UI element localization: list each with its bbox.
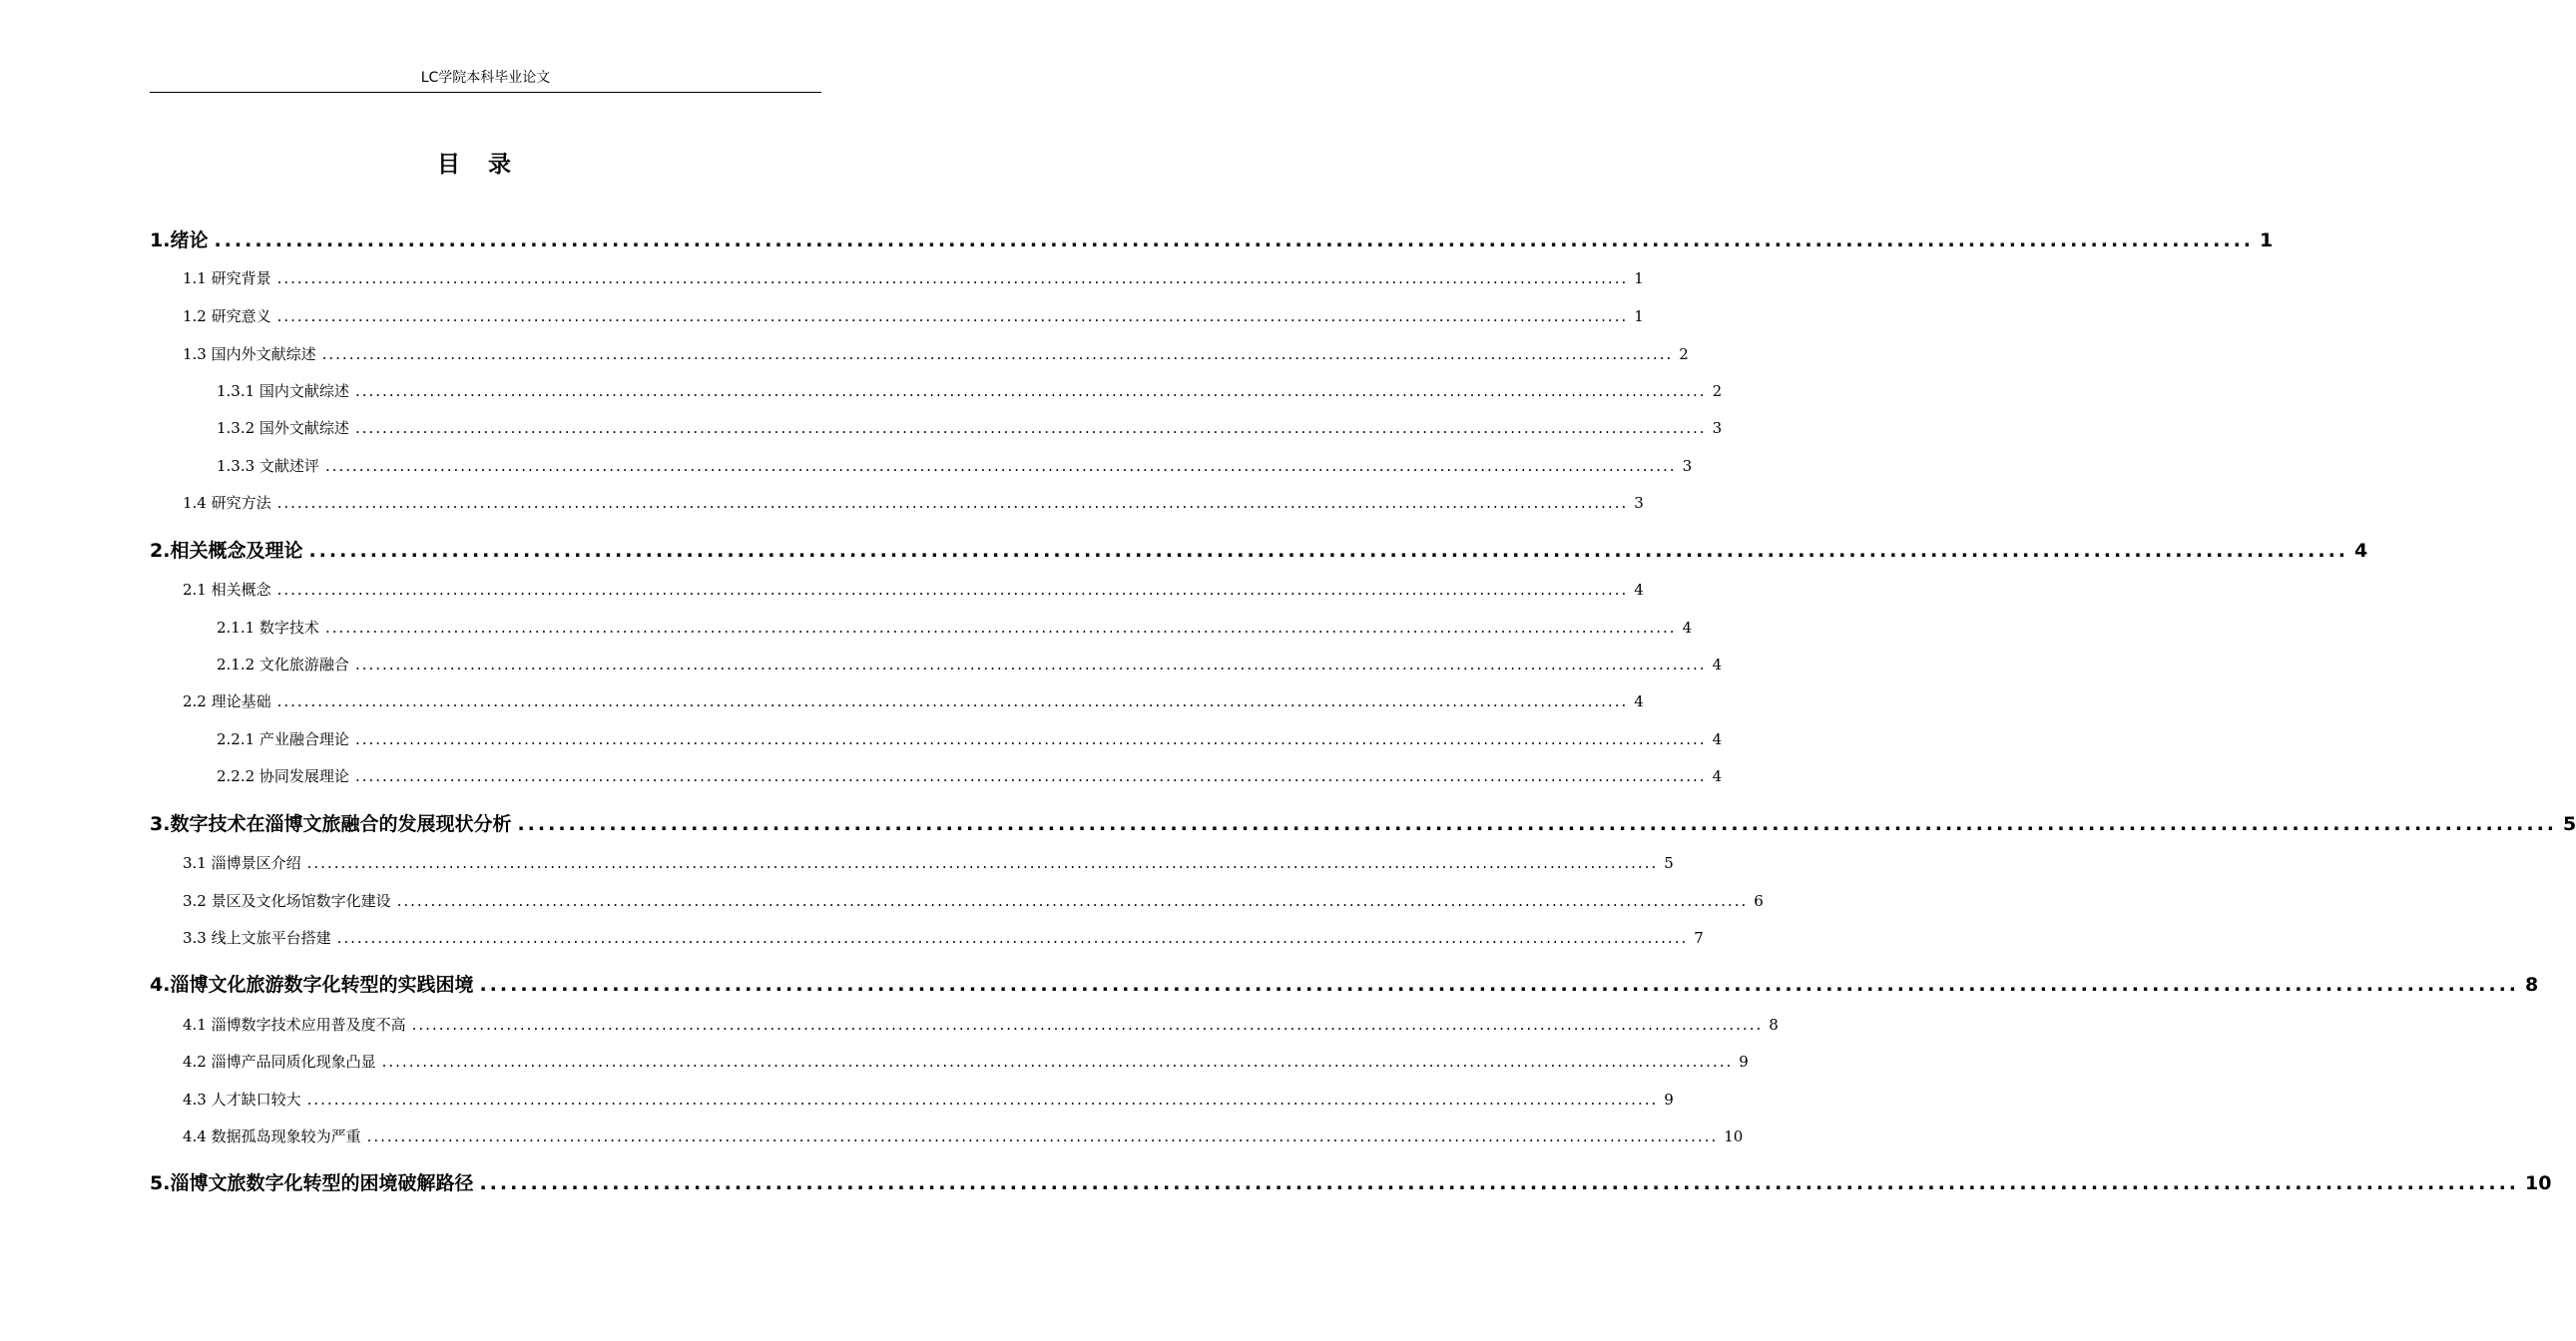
- toc-entry-level-3[interactable]: [217, 417, 1723, 438]
- toc-entry-label: 1.3.2 国外文献综述: [217, 419, 349, 437]
- page-title: 目录: [437, 152, 539, 178]
- toc-leader-dots: ........................................................................................................................................................................................................: [276, 581, 1629, 599]
- toc-entry-label: 4.2 淄博产品同质化现象凸显: [183, 1053, 376, 1071]
- toc-entry-page-number: 2: [1712, 382, 1723, 400]
- toc-entry-level-2[interactable]: [183, 1014, 1779, 1035]
- toc-entry-page-number: 4: [1634, 692, 1644, 710]
- toc-entry-page-number: 9: [1664, 1091, 1674, 1109]
- toc-entry-label: 2.2.1 产业融合理论: [217, 730, 349, 748]
- toc-entry-label: 1.3.3 文献述评: [217, 457, 319, 475]
- toc-leader-dots: ........................................................................................................................................................................................................: [479, 974, 2520, 996]
- toc-leader-dots: ........................................................................................................................................................................................................: [366, 1127, 1719, 1145]
- toc-entry-label: 2.2.2 协同发展理论: [217, 767, 349, 785]
- toc-leader-dots: ........................................................................................................................................................................................................: [517, 813, 2558, 835]
- toc-entry-label: 1.3 国内外文献综述: [183, 345, 316, 363]
- toc-entry-label: 3.数字技术在淄博文旅融合的发展现状分析: [150, 813, 512, 835]
- toc-entry-level-2[interactable]: [183, 1089, 1674, 1110]
- toc-entry-page-number: 1: [1634, 307, 1644, 325]
- toc-leader-dots: ........................................................................................................................................................................................................: [324, 619, 1677, 637]
- toc-entry-page-number: 6: [1754, 892, 1764, 910]
- toc-entry-page-number: 3: [1634, 494, 1644, 512]
- toc-entry-label: 4.4 数据孤岛现象较为严重: [183, 1127, 361, 1145]
- toc-entry-page-number: 2: [1679, 345, 1689, 363]
- toc-entry-level-2[interactable]: [183, 1051, 1749, 1072]
- toc-entry-label: 2.1 相关概念: [183, 581, 271, 599]
- toc-entry-page-number: 5: [2563, 813, 2576, 835]
- toc-leader-dots: ........................................................................................................................................................................................................: [336, 929, 1689, 947]
- toc-entry-label: 4.淄博文化旅游数字化转型的实践困境: [150, 974, 474, 996]
- toc-entry-page-number: 10: [1724, 1127, 1744, 1145]
- toc-entry-page-number: 4: [1712, 656, 1723, 673]
- toc-entry-label: 2.1.1 数字技术: [217, 619, 319, 637]
- toc-entry-level-2[interactable]: [183, 343, 1689, 364]
- toc-entry-page-number: 3: [1712, 419, 1723, 437]
- toc-entry-label: 2.相关概念及理论: [150, 540, 303, 562]
- toc-entry-page-number: 1: [2260, 229, 2274, 251]
- toc-entry-level-1[interactable]: [150, 970, 2539, 997]
- toc-entry-level-1[interactable]: [150, 809, 2576, 836]
- toc-entry-label: 4.1 淄博数字技术应用普及度不高: [183, 1016, 406, 1034]
- toc-entry-page-number: 8: [1769, 1016, 1779, 1034]
- toc-entry-level-3[interactable]: [217, 617, 1693, 638]
- toc-entry-page-number: 8: [2525, 974, 2539, 996]
- toc-leader-dots: ........................................................................................................................................................................................................: [381, 1053, 1734, 1071]
- toc-leader-dots: ........................................................................................................................................................................................................: [354, 767, 1707, 785]
- toc-leader-dots: ........................................................................................................................................................................................................: [396, 892, 1749, 910]
- toc-leader-dots: ........................................................................................................................................................................................................: [308, 540, 2349, 562]
- toc-entry-level-1[interactable]: [150, 1168, 2552, 1195]
- toc-leader-dots: ........................................................................................................................................................................................................: [321, 345, 1674, 363]
- toc-entry-page-number: 4: [1712, 767, 1723, 785]
- toc-entry-label: 1.1 研究背景: [183, 269, 271, 287]
- toc-leader-dots: ........................................................................................................................................................................................................: [276, 494, 1629, 512]
- toc-leader-dots: ........................................................................................................................................................................................................: [411, 1016, 1764, 1034]
- toc-entry-page-number: 10: [2525, 1172, 2552, 1194]
- page-header: LC学院本科毕业论文: [150, 64, 821, 93]
- toc-entry-level-1[interactable]: [150, 225, 2274, 252]
- toc-leader-dots: ........................................................................................................................................................................................................: [354, 419, 1707, 437]
- toc-entry-page-number: 9: [1739, 1053, 1749, 1071]
- toc-leader-dots: ........................................................................................................................................................................................................: [306, 854, 1659, 872]
- toc-entry-label: 1.4 研究方法: [183, 494, 271, 512]
- toc-entry-label: 2.2 理论基础: [183, 692, 271, 710]
- toc-leader-dots: ........................................................................................................................................................................................................: [276, 307, 1629, 325]
- toc-entry-label: 5.淄博文旅数字化转型的困境破解路径: [150, 1172, 474, 1194]
- toc-entry-label: 1.2 研究意义: [183, 307, 271, 325]
- toc-entry-level-2[interactable]: [183, 492, 1644, 513]
- toc-entry-level-1[interactable]: [150, 536, 2368, 563]
- toc-entry-level-2[interactable]: [183, 1125, 1744, 1146]
- toc-entry-label: 4.3 人才缺口较大: [183, 1091, 301, 1109]
- toc-entry-level-3[interactable]: [217, 455, 1693, 476]
- toc-leader-dots: ........................................................................................................................................................................................................: [354, 730, 1707, 748]
- toc-entry-level-2[interactable]: [183, 852, 1674, 873]
- toc-entry-label: 3.1 淄博景区介绍: [183, 854, 301, 872]
- toc-leader-dots: ........................................................................................................................................................................................................: [276, 692, 1629, 710]
- toc-entry-level-3[interactable]: [217, 728, 1723, 749]
- toc-entry-label: 1.3.1 国内文献综述: [217, 382, 349, 400]
- toc-entry-level-3[interactable]: [217, 654, 1723, 674]
- toc-entry-page-number: 7: [1694, 929, 1704, 947]
- toc-leader-dots: ........................................................................................................................................................................................................: [324, 457, 1677, 475]
- toc-leader-dots: ........................................................................................................................................................................................................: [354, 382, 1707, 400]
- toc-leader-dots: ........................................................................................................................................................................................................: [306, 1091, 1659, 1109]
- toc-entry-level-2[interactable]: [183, 927, 1704, 948]
- toc-entry-page-number: 5: [1664, 854, 1674, 872]
- toc-entry-label: 3.3 线上文旅平台搭建: [183, 929, 331, 947]
- toc-entry-level-2[interactable]: [183, 305, 1644, 326]
- toc-entry-level-2[interactable]: [183, 267, 1644, 288]
- toc-entry-page-number: 3: [1682, 457, 1693, 475]
- toc-entry-page-number: 4: [1712, 730, 1723, 748]
- toc-entry-page-number: 1: [1634, 269, 1644, 287]
- toc-leader-dots: ........................................................................................................................................................................................................: [214, 229, 2255, 251]
- toc-entry-page-number: 4: [1682, 619, 1693, 637]
- toc-entry-label: 3.2 景区及文化场馆数字化建设: [183, 892, 391, 910]
- toc-leader-dots: ........................................................................................................................................................................................................: [276, 269, 1629, 287]
- toc-entry-level-2[interactable]: [183, 690, 1644, 711]
- toc-entry-level-2[interactable]: [183, 890, 1764, 911]
- toc-leader-dots: ........................................................................................................................................................................................................: [479, 1172, 2520, 1194]
- toc-entry-label: 1.绪论: [150, 229, 209, 251]
- toc-entry-level-3[interactable]: [217, 765, 1723, 786]
- toc-entry-label: 2.1.2 文化旅游融合: [217, 656, 349, 673]
- toc-leader-dots: ........................................................................................................................................................................................................: [354, 656, 1707, 673]
- toc-entry-page-number: 4: [1634, 581, 1644, 599]
- toc-entry-level-2[interactable]: [183, 579, 1644, 600]
- toc-entry-page-number: 4: [2354, 540, 2368, 562]
- toc-entry-level-3[interactable]: [217, 380, 1723, 401]
